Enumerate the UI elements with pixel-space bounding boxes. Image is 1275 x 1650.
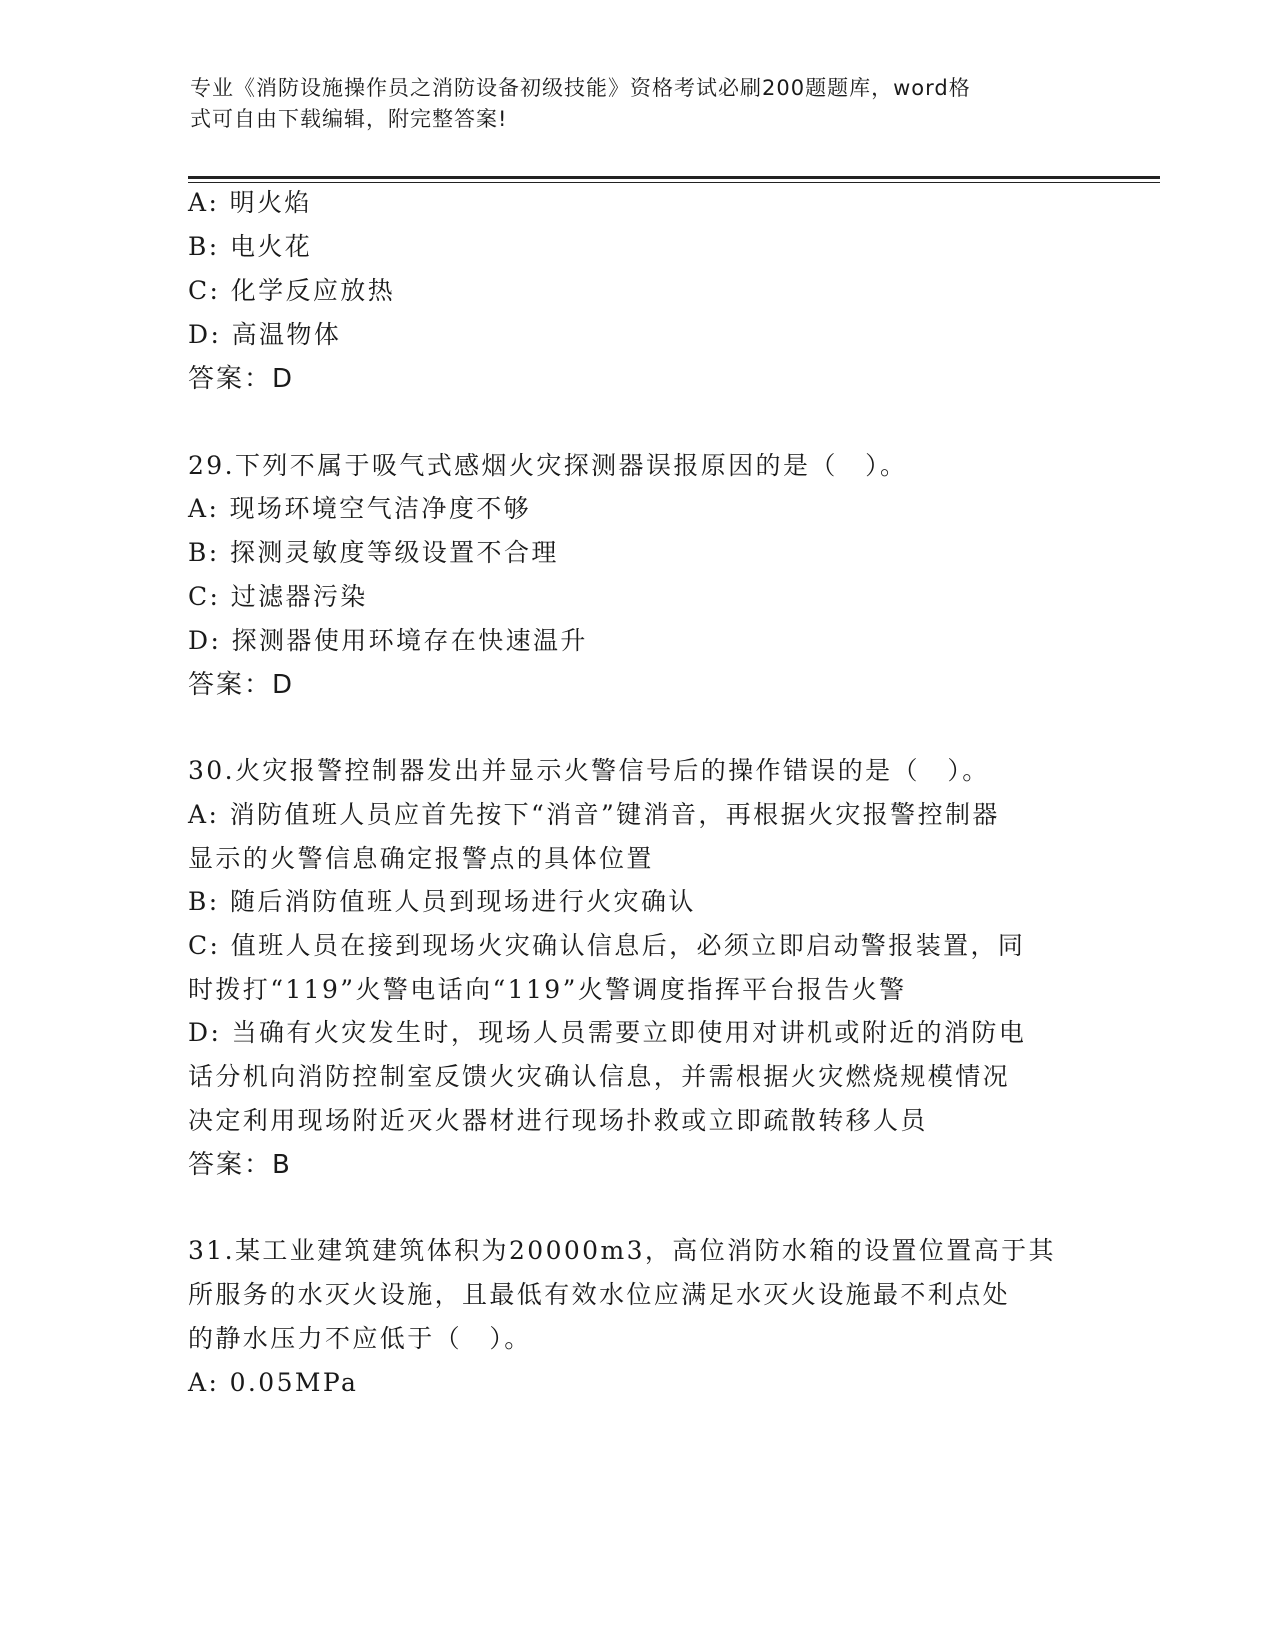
q31-option-a: A: 0.05MPa [188,1368,359,1397]
q30-line: B: 随后消防值班人员到现场进行火灾确认 [188,887,696,916]
document-header [190,73,1090,135]
q30-line: 时拨打“119”火警电话向“119”火警调度指挥平台报告火警 [188,975,907,1004]
q30-question: 30.火灾报警控制器发出并显示火警信号后的操作错误的是（ ）。 [188,756,990,785]
q30-line: A: 消防值班人员应首先按下“消音”键消音，再根据火灾报警控制器 [188,800,1000,829]
q28-option-d: D: 高温物体 [188,320,342,349]
header-line-1: 专业《消防设施操作员之消防设备初级技能》资格考试必刷200题题库，word格 [190,76,971,100]
q31-question-line: 31.某工业建筑建筑体积为20000m3，高位消防水箱的设置位置高于其 [188,1236,1056,1265]
q29-option-a: A: 现场环境空气洁净度不够 [188,494,532,523]
q29-option-b: B: 探测灵敏度等级设置不合理 [188,538,559,567]
q30-line: 决定利用现场附近灭火器材进行现场扑救或立即疏散转移人员 [188,1106,928,1135]
q28-option-a: A: 明火焰 [188,188,312,217]
q30-answer: 答案：B [188,1150,292,1180]
header-divider-thin [188,182,1160,183]
q28-option-c: C: 化学反应放热 [188,276,396,305]
header-line-2: 式可自由下载编辑，附完整答案! [190,107,508,131]
q30-line: C: 值班人员在接到现场火灾确认信息后，必须立即启动警报装置，同 [188,931,1026,960]
header-divider-thick [188,176,1160,179]
q30-line: D: 当确有火灾发生时，现场人员需要立即使用对讲机或附近的消防电 [188,1018,1027,1047]
q29-option-c: C: 过滤器污染 [188,582,368,611]
q29-question: 29.下列不属于吸气式感烟火灾探测器误报原因的是（ ）。 [188,451,908,480]
q29-answer: 答案：D [188,670,295,700]
q28-answer: 答案：D [188,364,295,394]
q30-line: 话分机向消防控制室反馈火灾确认信息，并需根据火灾燃烧规模情况 [188,1062,1011,1091]
q31-question-line: 的静水压力不应低于（ ）。 [188,1324,532,1353]
q28-option-b: B: 电火花 [188,232,313,261]
q29-option-d: D: 探测器使用环境存在快速温升 [188,626,588,655]
q31-question-line: 所服务的水灭火设施，且最低有效水位应满足水灭火设施最不利点处 [188,1280,1011,1309]
q30-line: 显示的火警信息确定报警点的具体位置 [188,844,654,873]
